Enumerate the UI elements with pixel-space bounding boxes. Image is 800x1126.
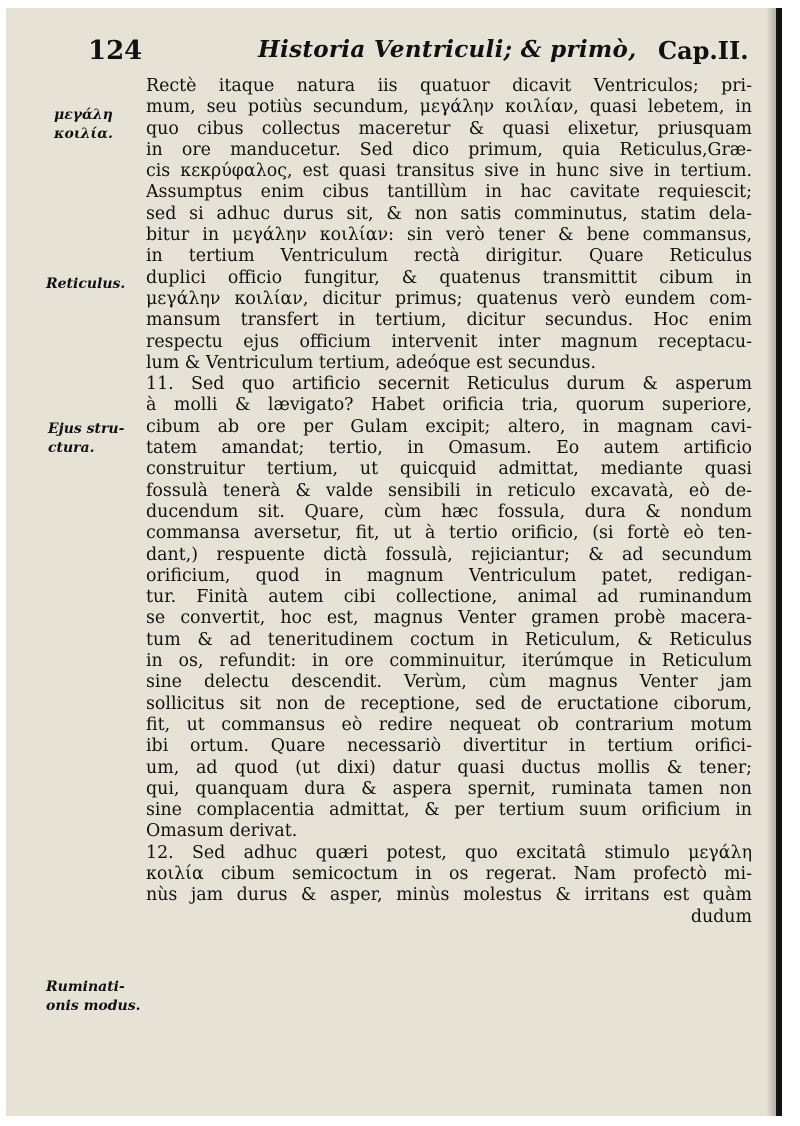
text-line: 11. Sed quo artificio secernit Reticulus durum & asperum [146, 374, 752, 395]
text-line: Rectè itaque natura iis quatuor dicavit Ventriculos; pri- [146, 76, 752, 96]
text-line: construitur tertium, ut quicquid admittat, mediante quasi [146, 459, 752, 480]
text-line: ibi ortum. Quare necessariò divertitur in tertium orifici- [146, 736, 752, 757]
text-line: fit, ut commansus eò redire nequeat ob contrarium motum [146, 714, 752, 735]
marginal-note-structura [48, 420, 124, 458]
text-line: μεγάλην κοιλίαν, dicitur primus; quatenus verò eundem com- [146, 288, 752, 309]
text-line: sed si adhuc durus sit, & non satis comminutus, statim dela- [146, 203, 752, 224]
catchword: dudum [690, 906, 752, 927]
text-line: cis κεκρύφαλος, est quasi transitus sive in hunc sive in tertium. [146, 161, 752, 182]
text-line: lum & Ventriculum tertium, adeóque est secundus. [146, 352, 597, 373]
text-line: fossulà tenerà & valde sensibili in reticulo excavatà, eò de- [146, 480, 752, 501]
text-line: mum, seu potiùs secundum, μεγάλην κοιλίαν, quasi lebetem, in [146, 97, 752, 118]
text-line: κοιλία cibum semicoctum in os regerat. Nam profectò mi- [146, 863, 752, 884]
text-line: respectu ejus officium intervenit inter magnum receptacu- [146, 331, 752, 352]
running-title: Historia Ventriculi; & primò, [258, 36, 637, 63]
text-line: 12. Sed adhuc quæri potest, quo excitatâ stimulo μεγάλη [146, 842, 752, 863]
text-line: orificium, quod in magnum Ventriculum patet, redigan- [146, 565, 752, 586]
text-line: tur. Finità autem cibi collectione, animal ad ruminandum [146, 587, 752, 608]
marginal-note-line: Reticulus. [46, 276, 126, 292]
text-line: qui, quanquam dura & aspera spernit, ruminata tamen non [146, 778, 752, 799]
running-header [6, 30, 776, 70]
text-line: Omasum derivat. [146, 821, 298, 842]
text-line: tatem amandat; tertio, in Omasum. Eo autem artificio [146, 438, 752, 459]
text-line: sine complacentia admittat, & per tertium suum orificium in [146, 800, 752, 821]
text-line: sine delectu descendit. Verùm, cùm magnus Venter jam [146, 672, 752, 693]
text-line: ducendum sit. Quare, cùm hæc fossula, dura & nondum [146, 501, 752, 522]
text-line: sollicitus sit non de receptione, sed de eructatione ciborum, [146, 693, 752, 714]
text-line: bitur in μεγάλην κοιλίαν: sin verò tener & bene commansus, [146, 225, 752, 246]
text-line: um, ad quod (ut dixi) datur quasi ductus mollis & tener; [146, 757, 752, 778]
marginal-note-megale-koilia [54, 106, 113, 144]
text-line: dant,) respuente dictà fossulà, rejiciantur; & ad secundum [146, 544, 752, 565]
text-line: nùs jam durus & asper, minùs molestus & irritans est quàm [146, 885, 752, 906]
marginal-note-line: Ejus stru- [48, 421, 125, 437]
text-line: se convertit, hoc est, magnus Venter gramen probè macera- [146, 608, 752, 629]
text-line: à molli & lævigato? Habet orificia tria, quorum superiore, [146, 395, 752, 416]
marginal-note-line: ctura. [48, 440, 95, 456]
marginal-note-reticulus [46, 275, 125, 294]
text-line: commansa aversetur, fit, ut à tertio orificio, (si fortè eò ten- [146, 523, 752, 544]
book-page [6, 8, 782, 1116]
chapter-label: Cap.II. [658, 36, 749, 65]
marginal-note-line: μεγάλη [54, 107, 113, 123]
text-line: in tertium Ventriculum rectà dirigitur. Quare Reticulus [146, 246, 752, 267]
page-number: 124 [88, 36, 143, 66]
text-line: tum & ad teneritudinem coctum in Reticulum, & Reticulus [146, 629, 752, 650]
marginal-note-line: Ruminati- [46, 979, 125, 995]
text-line: in os, refundit: in ore comminuitur, iterúmque in Reticulum [146, 651, 752, 672]
marginal-note-line: κοιλία. [54, 126, 113, 142]
text-line: duplici officio fungitur, & quatenus transmittit cibum in [146, 267, 752, 288]
text-line: cibum ab ore per Gulam excipit; altero, in magnam cavi- [146, 416, 752, 437]
text-line: mansum transfert in tertium, dicitur secundus. Hoc enim [146, 310, 752, 331]
marginal-note-line: onis modus. [46, 998, 141, 1014]
text-line: Assumptus enim cibus tantillùm in hac cavitate requiescit; [146, 182, 752, 203]
marginal-note-ruminationis [46, 978, 140, 1016]
text-line: quo cibus collectus maceretur & quasi elixetur, priusquam [146, 118, 752, 139]
text-line: in ore manducetur. Sed dico primum, quia Reticulus,Græ- [146, 139, 752, 160]
body-text [146, 76, 752, 928]
